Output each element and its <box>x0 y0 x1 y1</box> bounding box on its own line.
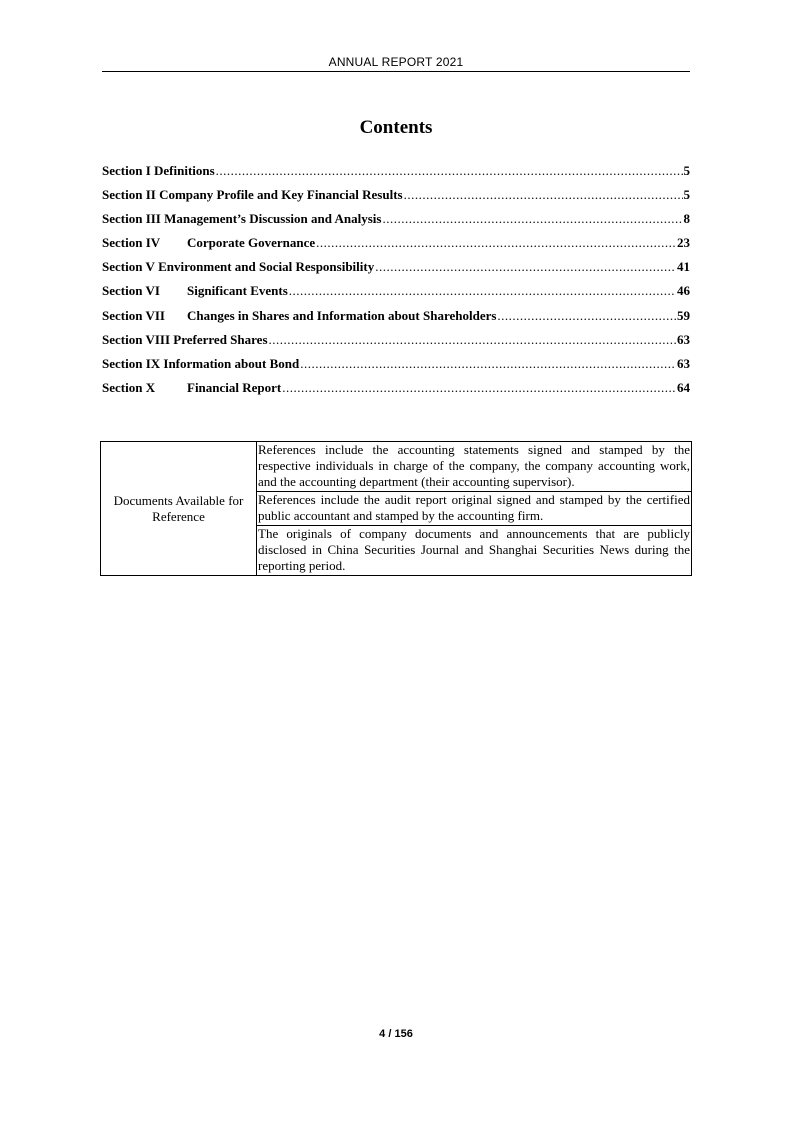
header-rule <box>102 71 690 72</box>
toc-section-number: Section I <box>102 163 151 178</box>
toc-page-number: 64 <box>677 379 690 395</box>
toc-section-title: Information about Bond <box>163 355 300 371</box>
toc-section-title: Company Profile and Key Financial Results <box>159 187 403 203</box>
toc-entry[interactable] <box>102 352 690 376</box>
toc-dot-leader <box>375 255 676 279</box>
toc-section-number: Section IX <box>102 355 161 371</box>
reference-item-cell: References include the audit report original signed and stamped by the certified public accountant and stamped by the accounting firm. <box>257 492 692 526</box>
toc-entry[interactable] <box>102 255 690 279</box>
toc-section-number: Section VIII <box>102 331 171 347</box>
toc-dot-leader <box>269 328 676 352</box>
toc-page-number: 41 <box>677 259 690 275</box>
toc-entry[interactable] <box>102 207 690 231</box>
toc-page-number: 63 <box>677 355 690 371</box>
toc-entry[interactable] <box>102 159 690 183</box>
table-of-contents <box>102 159 690 400</box>
toc-section-number: Section VI <box>102 283 160 299</box>
toc-section-number: Section III <box>102 211 161 227</box>
reference-item-cell: References include the accounting statements signed and stamped by the respective individuals in charge of the company, the company accounting work, and the accounting department (their accounting supervisor). <box>257 442 692 492</box>
toc-section-title: Environment and Social Responsibility <box>158 259 375 275</box>
toc-entry[interactable] <box>102 279 690 303</box>
toc-dot-leader <box>300 352 676 376</box>
toc-section-title: Management’s Discussion and Analysis <box>164 211 382 227</box>
running-header: ANNUAL REPORT 2021 <box>328 55 464 69</box>
toc-dot-leader <box>216 159 683 183</box>
toc-dot-leader <box>289 279 676 303</box>
toc-page-number: 5 <box>683 187 690 203</box>
toc-section-title: Changes in Shares and Information about Shareholders <box>187 307 497 323</box>
page-number-footer: 4 / 156 <box>379 1028 413 1040</box>
toc-dot-leader <box>497 304 676 328</box>
page-title: Contents <box>359 117 433 138</box>
toc-page-number: 59 <box>677 307 690 323</box>
toc-dot-leader <box>282 376 676 400</box>
reference-documents-table <box>100 441 692 576</box>
toc-section-number: Section X <box>102 379 156 395</box>
toc-entry[interactable] <box>102 231 690 255</box>
toc-section-title: Financial Report <box>187 379 282 395</box>
toc-section-title: Preferred Shares <box>173 331 268 347</box>
toc-section-number: Section IV <box>102 235 161 251</box>
toc-section-title: Corporate Governance <box>187 235 316 251</box>
toc-section-title: Significant Events <box>187 283 288 299</box>
toc-dot-leader <box>382 207 682 231</box>
toc-page-number: 46 <box>677 283 690 299</box>
toc-section-number: Section V <box>102 259 155 275</box>
toc-section-title: Definitions <box>154 163 215 178</box>
toc-section-number: Section VII <box>102 307 165 323</box>
toc-section-number: Section II <box>102 187 156 203</box>
toc-page-number: 5 <box>683 163 690 178</box>
toc-page-number: 23 <box>677 235 690 251</box>
reference-item-cell: The originals of company documents and announcements that are publicly disclosed in China Securities Journal and Shanghai Securities News during the reporting period. <box>257 526 692 576</box>
toc-dot-leader <box>404 183 683 207</box>
table-row <box>101 442 692 492</box>
toc-page-number: 63 <box>677 331 690 347</box>
toc-entry[interactable] <box>102 376 690 400</box>
reference-label-cell: Documents Available for Reference <box>101 442 257 576</box>
toc-page-number: 8 <box>683 211 690 227</box>
toc-dot-leader <box>316 231 676 255</box>
toc-entry[interactable] <box>102 328 690 352</box>
toc-entry[interactable] <box>102 304 690 328</box>
toc-entry[interactable] <box>102 183 690 207</box>
